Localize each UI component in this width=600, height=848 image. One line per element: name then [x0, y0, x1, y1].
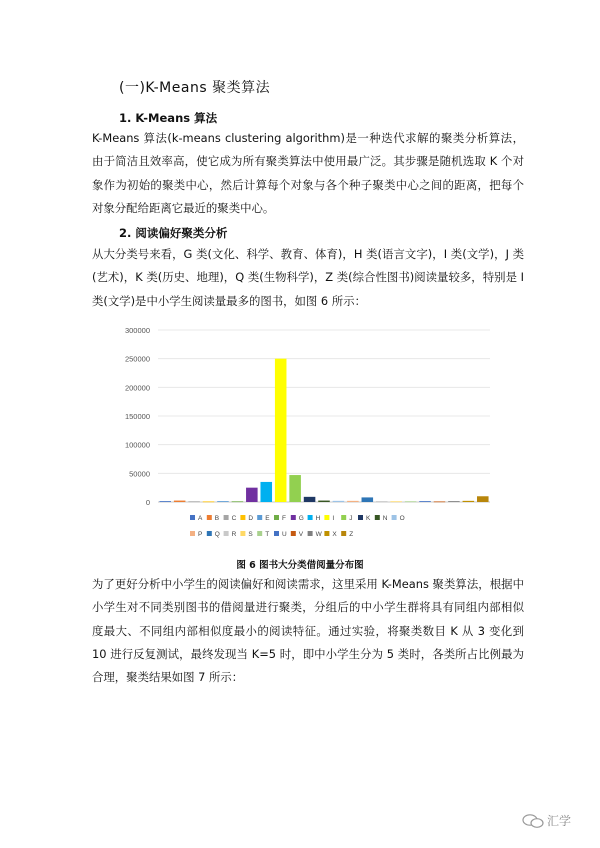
bar-H	[260, 482, 272, 502]
legend-swatch-A	[190, 515, 195, 520]
legend-swatch-H	[308, 515, 313, 520]
bar-A	[159, 501, 171, 502]
legend-swatch-W	[308, 531, 313, 536]
bar-J	[289, 475, 301, 502]
legend-label-N: N	[382, 515, 388, 522]
legend-label-C: C	[231, 515, 237, 522]
kmeans-paragraph: K-Means 算法(k-means clustering algorithm)是一种迭代求解的聚类分析算法，由于简洁且效率高，使它成为所有聚类算法中使用最广泛。其步骤是随机选取 K 个对象作为初始的聚类中心，然后计算每个对象与各个种子聚类中心之间的距离，把每个对象分配给距离它最近的聚类中心。	[92, 131, 524, 215]
legend-swatch-G	[291, 515, 296, 520]
legend-swatch-Q	[207, 531, 212, 536]
reading-paragraph-1: 从大分类号来看，G 类(文化、科学、教育、体育)，H 类(语言文字)，I 类(文学)，J 类(艺术)，K 类(历史、地理)，Q 类(生物科学)，Z 类(综合性图书)阅读量较多，特别是 I 类(文学)是中小学生阅读量最多的图书，如图 6 所示：	[92, 247, 524, 308]
legend-swatch-X	[324, 531, 329, 536]
legend-label-O: O	[399, 515, 405, 522]
legend-swatch-N	[375, 515, 380, 520]
legend-label-T: T	[265, 531, 270, 538]
y-tick-label: 150000	[124, 412, 150, 421]
legend-swatch-F	[274, 515, 279, 520]
legend-label-S: S	[248, 531, 253, 538]
section-title: (一)K-Means 聚类算法	[119, 80, 271, 96]
subsection-title-kmeans: 1. K-Means 算法	[119, 111, 218, 125]
legend-swatch-S	[240, 531, 245, 536]
bar-T	[405, 501, 417, 502]
legend-swatch-R	[224, 531, 229, 536]
legend-swatch-B	[207, 515, 212, 520]
legend-swatch-K	[358, 515, 363, 520]
bar-N	[318, 501, 330, 502]
y-tick-label: 0	[145, 498, 150, 507]
bar-V	[434, 501, 446, 502]
legend-label-V: V	[298, 531, 304, 538]
subsection-title-reading: 2. 阅读偏好聚类分析	[119, 226, 228, 240]
legend-swatch-T	[257, 531, 262, 536]
legend-swatch-I	[324, 515, 329, 520]
y-tick-label: 250000	[124, 354, 150, 364]
bar-X	[463, 501, 475, 502]
legend-swatch-J	[341, 515, 346, 520]
bar-G	[246, 488, 258, 502]
legend-swatch-P	[190, 531, 195, 536]
bar-Z	[477, 496, 489, 502]
wechat-icon	[522, 814, 544, 828]
legend-label-B: B	[214, 515, 220, 522]
legend-swatch-C	[224, 515, 229, 520]
bar-K	[304, 497, 316, 502]
legend-label-Z: Z	[349, 531, 354, 538]
bar-I	[275, 359, 287, 502]
bar-F	[232, 501, 244, 502]
y-tick-label: 50000	[129, 469, 150, 479]
bar-W	[448, 501, 460, 502]
legend-label-I: I	[332, 515, 335, 522]
legend-label-W: W	[315, 531, 322, 538]
bar-R	[376, 501, 388, 502]
bar-S	[390, 501, 402, 502]
bar-E	[217, 501, 229, 502]
bar-P	[347, 501, 359, 502]
legend-label-R: R	[231, 531, 237, 538]
legend-label-J: J	[349, 515, 353, 522]
legend-swatch-D	[240, 515, 245, 520]
legend-label-F: F	[282, 515, 286, 522]
y-tick-label: 200000	[124, 383, 150, 393]
bar-C	[188, 501, 200, 502]
watermark	[522, 812, 571, 829]
figure-caption: 图 6 图书大分类借阅量分布图	[236, 560, 364, 571]
legend-label-A: A	[198, 515, 203, 522]
legend-label-U: U	[282, 531, 287, 538]
bar-O	[333, 501, 345, 502]
watermark-text: 汇学	[547, 814, 572, 828]
legend-swatch-Z	[341, 531, 346, 536]
legend-swatch-E	[257, 515, 262, 520]
legend-label-G: G	[298, 515, 304, 522]
legend-label-E: E	[265, 515, 270, 522]
bar-U	[419, 501, 431, 502]
bar-Q	[362, 497, 374, 502]
y-tick-label: 100000	[124, 440, 150, 450]
legend-label-K: K	[366, 515, 371, 522]
book-category-chart	[90, 318, 510, 548]
legend-swatch-U	[274, 531, 279, 536]
legend-swatch-O	[392, 515, 397, 520]
legend-label-P: P	[198, 531, 203, 538]
bar-D	[203, 501, 215, 502]
legend-swatch-V	[291, 531, 296, 536]
reading-paragraph-2: 为了更好分析中小学生的阅读偏好和阅读需求，这里采用 K-Means 聚类算法，根据中小学生对不同类别图书的借阅量进行聚类，分组后的中小学生群将具有同组内部相似度最大、不同组内部相似度最小的阅读特征。通过实验，将聚类数目 K 从 3 变化到 10 进行反复测试，最终发现当 K=5 时，即中小学生分为 5 类时，各类所占比例最为合理，聚类结果如图 7 所示：	[92, 577, 524, 685]
y-tick-label: 300000	[124, 326, 150, 335]
bar-B	[174, 501, 186, 502]
legend-label-D: D	[248, 515, 254, 522]
legend-label-Q: Q	[214, 531, 220, 538]
legend-label-X: X	[332, 531, 337, 538]
legend-label-H: H	[315, 515, 321, 522]
